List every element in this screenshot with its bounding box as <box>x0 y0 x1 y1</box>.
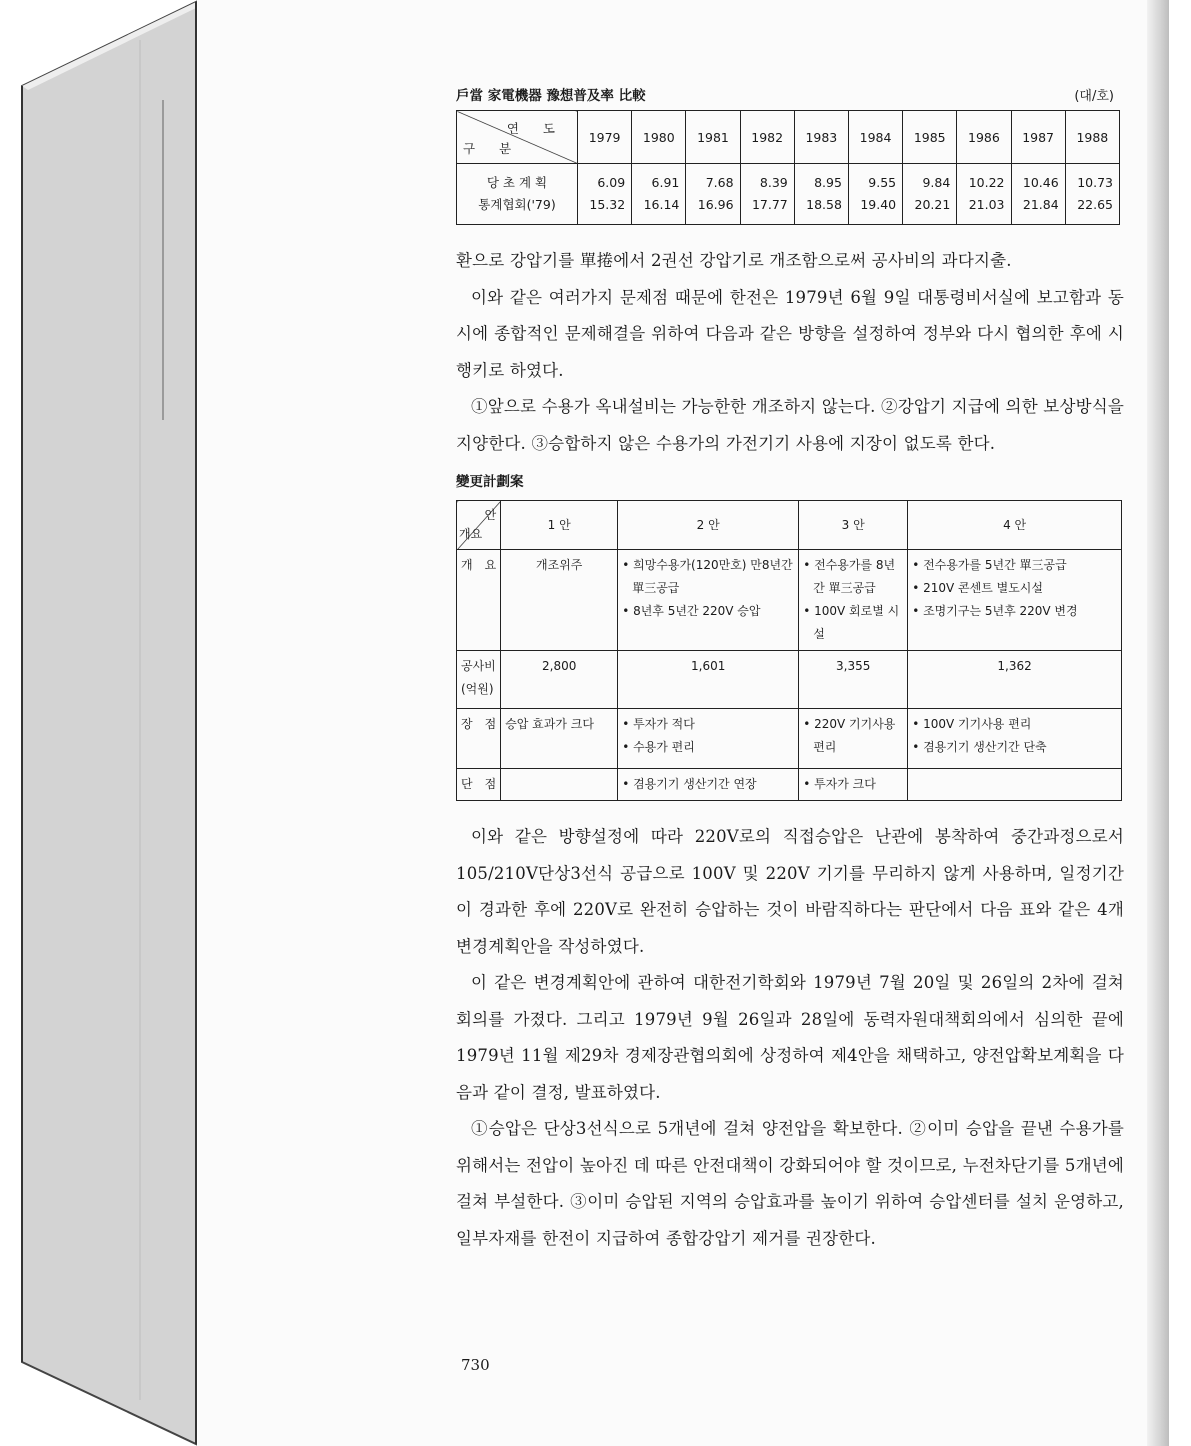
row-label: 장 점 <box>457 709 501 769</box>
book-spine <box>0 0 200 1446</box>
plan-header: 1 안 <box>501 501 618 550</box>
body-paragraph: 이와 같은 여러가지 문제점 때문에 한전은 1979년 6월 9일 대통령비서실에 보고함과 동시에 종합적인 문제해결을 위하여 다음과 같은 방향을 설정하여 정부와 다시 협의한 후에 시행키로 하였다. <box>456 287 1124 380</box>
list-item: • 조명기구는 5년후 220V 변경 <box>912 604 1078 618</box>
list-item: • 8년후 5년간 220V 승압 <box>622 604 761 618</box>
list-item: • 220V 기기사용 편리 <box>803 717 896 754</box>
page-edge-shadow <box>1147 0 1169 1446</box>
list-item: • 전수용가를 8년간 單三공급 <box>803 558 896 595</box>
table-cell <box>908 769 1122 801</box>
list-item: • 100V 기기사용 편리 <box>912 717 1032 731</box>
row-label-plan: 당 초 계 획 <box>486 175 548 190</box>
table-cell: 10.22 21.03 <box>957 164 1011 225</box>
page-content <box>456 84 1124 1257</box>
change-plan-table <box>456 500 1122 801</box>
table-cell: 7.68 16.96 <box>686 164 740 225</box>
table-cell <box>799 550 908 651</box>
table-cell <box>799 769 908 801</box>
table2-title: 變更計劃案 <box>456 474 524 490</box>
table2-row-cons <box>457 769 1122 801</box>
year-header: 1980 <box>632 111 686 164</box>
table2-corner-bottom: 개요 <box>459 527 483 541</box>
table-cell: 10.73 22.65 <box>1065 164 1119 225</box>
year-header: 1986 <box>957 111 1011 164</box>
list-item: • 100V 회로별 시설 <box>803 604 900 641</box>
plan-header: 2 안 <box>618 501 799 550</box>
row-label: 개 요 <box>457 550 501 651</box>
list-item: • 수용가 편리 <box>622 740 695 754</box>
year-header: 1988 <box>1065 111 1119 164</box>
table-cell: 9.55 19.40 <box>848 164 902 225</box>
table-cell <box>799 709 908 769</box>
list-item: • 투자가 적다 <box>622 717 695 731</box>
table2-row-cost <box>457 651 1122 709</box>
table-cell: 3,355 <box>799 651 908 709</box>
table-cell: 승압 효과가 크다 <box>501 709 618 769</box>
plan-header: 4 안 <box>908 501 1122 550</box>
year-header: 1981 <box>686 111 740 164</box>
list-item: • 겸용기기 생산기간 단축 <box>912 740 1047 754</box>
table-cell: 6.09 15.32 <box>578 164 632 225</box>
table1-unit: (대/호) <box>1074 89 1114 104</box>
year-header: 1984 <box>848 111 902 164</box>
table1-corner-cell <box>457 111 578 164</box>
table-cell <box>618 769 799 801</box>
table-cell: 1,362 <box>908 651 1122 709</box>
body-paragraph: 이 같은 변경계획안에 관하여 대한전기학회와 1979년 7월 20일 및 26일의 2차에 걸쳐 회의를 가졌다. 그리고 1979년 9월 26일과 28일에 동력자원대책회의에서 심의한 끝에 1979년 11월 제29차 경제장관협의회에 상정하여 제4안을 채택하고, 양전압확보계획을 다음과 같이 결정, 발표하였다. <box>456 973 1124 1102</box>
page-number: 730 <box>461 1356 490 1374</box>
body-paragraph: 환으로 강압기를 單捲에서 2권선 강압기로 개조함으로써 공사비의 과다지출. <box>456 251 1012 270</box>
table-cell: 개조위주 <box>501 550 618 651</box>
table-cell <box>618 550 799 651</box>
table-cell <box>618 709 799 769</box>
table1-corner-bottom: 구 분 <box>463 141 522 156</box>
table2-corner-cell <box>457 501 501 550</box>
table1-data-row <box>457 164 1120 225</box>
table2-corner-top: 안 <box>484 508 497 522</box>
table-cell: 8.95 18.58 <box>794 164 848 225</box>
table-cell: 2,800 <box>501 651 618 709</box>
table-cell <box>908 709 1122 769</box>
body-paragraph: ①앞으로 수용가 옥내설비는 가능한한 개조하지 않는다. ②강압기 지급에 의한 보상방식을 지양한다. ③승합하지 않은 수용가의 가전기기 사용에 지장이 없도록 한다. <box>456 397 1124 453</box>
table2-header-row <box>457 501 1122 550</box>
table1-header-row <box>457 111 1120 164</box>
year-header: 1987 <box>1011 111 1065 164</box>
body-paragraph: ①승압은 단상3선식으로 5개년에 걸쳐 양전압을 확보한다. ②이미 승압을 끝낸 수용가를 위해서는 전압이 높아진 데 따른 안전대책이 강화되어야 할 것이므로, 누전차단기를 5개년에 걸쳐 부설한다. ③이미 승압된 지역의 승압효과를 높이기 위하여 승압센터를 설치 운영하고, 일부자재를 한전이 지급하여 종합강압기 제거를 권장한다. <box>456 1119 1124 1248</box>
year-header: 1982 <box>740 111 794 164</box>
table-cell: 1,601 <box>618 651 799 709</box>
appliance-penetration-table <box>456 110 1120 225</box>
list-item: • 희망수용가(120만호) 만8년간 單三공급 <box>622 558 793 595</box>
table-cell: 8.39 17.77 <box>740 164 794 225</box>
table-cell: 10.46 21.84 <box>1011 164 1065 225</box>
table-cell <box>908 550 1122 651</box>
table-cell: 6.91 16.14 <box>632 164 686 225</box>
table1-caption <box>456 84 1124 104</box>
row-label: 단 점 <box>457 769 501 801</box>
year-header: 1983 <box>794 111 848 164</box>
table-cell: 9.84 20.21 <box>903 164 957 225</box>
table2-row-pros <box>457 709 1122 769</box>
list-item: • 겸용기기 생산기간 연장 <box>622 777 757 791</box>
year-header: 1985 <box>903 111 957 164</box>
year-header: 1979 <box>578 111 632 164</box>
table1-title: 戶當 家電機器 豫想普及率 比較 <box>456 88 646 104</box>
table-cell <box>501 769 618 801</box>
list-item: • 210V 콘센트 별도시설 <box>912 581 1043 595</box>
row-label: 공사비 (억원) <box>457 651 501 709</box>
body-paragraph: 이와 같은 방향설정에 따라 220V로의 직접승압은 난관에 봉착하여 중간과정으로서 105/210V단상3선식 공급으로 100V 및 220V 기기를 무리하지 않게 사용하며, 일정기간이 경과한 후에 220V로 완전히 승압하는 것이 바람직하다는 판단에서 다음 표와 같은 4개 변경계획안을 작성하였다. <box>456 827 1124 956</box>
list-item: • 투자가 크다 <box>803 777 876 791</box>
list-item: • 전수용가를 5년간 單三공급 <box>912 558 1067 572</box>
table1-row-labels <box>457 164 578 225</box>
plan-header: 3 안 <box>799 501 908 550</box>
table2-row-overview <box>457 550 1122 651</box>
row-label-association: 통계협회('79) <box>478 197 556 212</box>
table1-corner-top: 연 도 <box>506 121 565 136</box>
